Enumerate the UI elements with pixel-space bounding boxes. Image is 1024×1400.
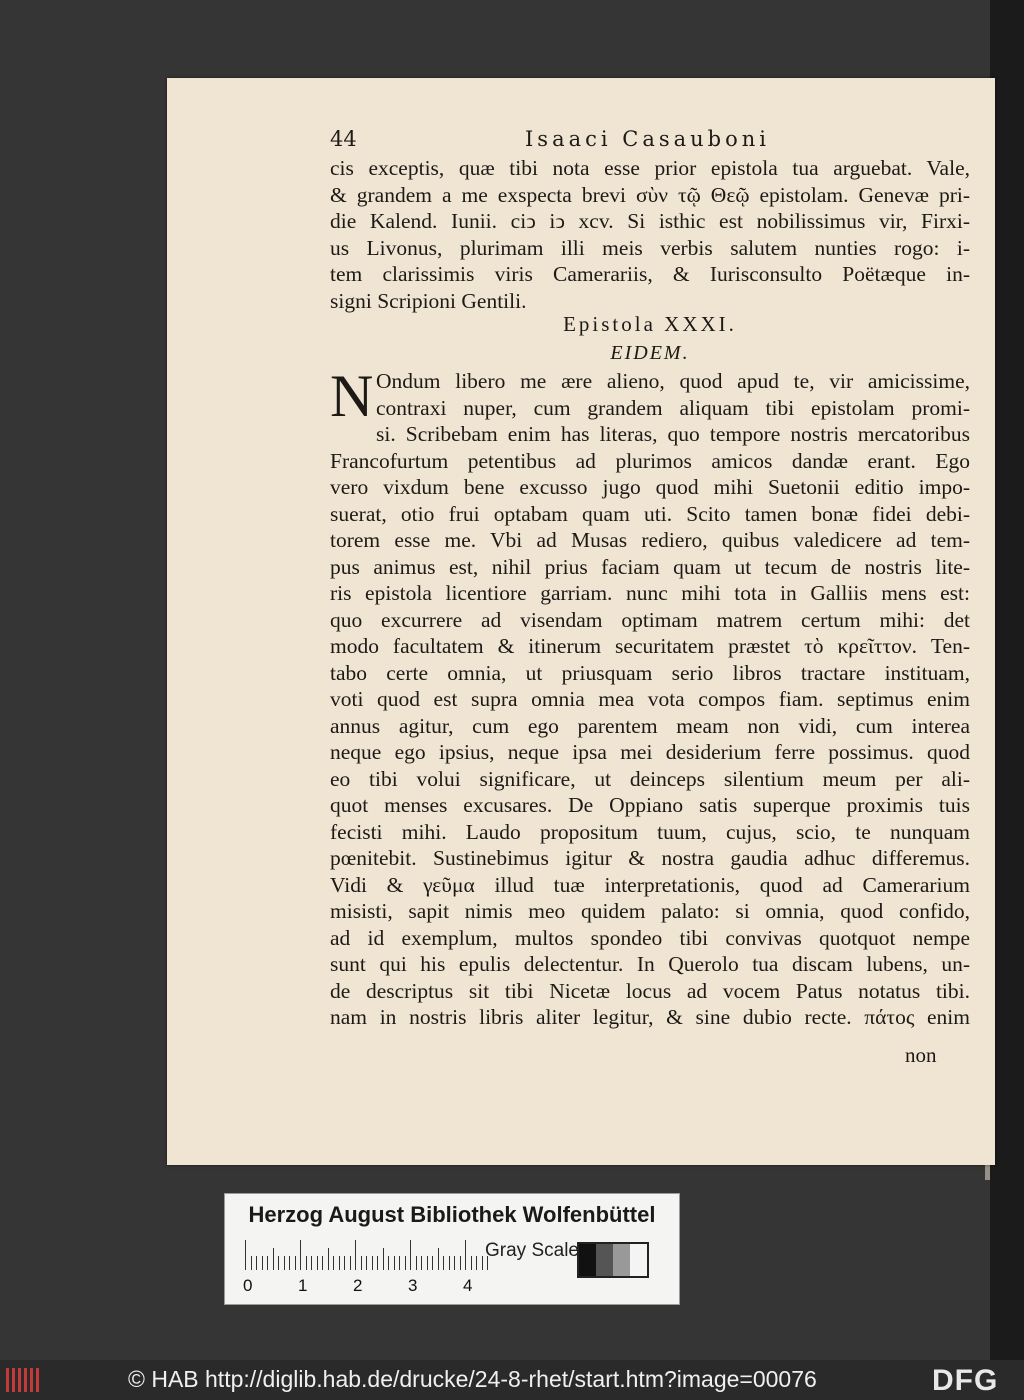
ruler-tick [339, 1256, 340, 1270]
text-line: tabo certe omnia, ut priusquam serio libros tractare instituam, [330, 660, 970, 685]
gray-swatch [579, 1244, 596, 1276]
text-line: torem esse me. Vbi ad Musas rediero, quibus valedicere ad tem- [330, 528, 970, 552]
ruler-tick [476, 1256, 477, 1270]
ruler-tick [465, 1240, 466, 1270]
text-line: misisti, sapit nimis meo quidem palato: si omnia, quod confido, [330, 899, 970, 923]
ruler-tick [295, 1256, 296, 1270]
ruler-tick [372, 1256, 373, 1270]
text-line: ad id exemplum, multos spondeo tibi convivas quotquot nempe [330, 925, 970, 950]
ruler-tick [416, 1256, 417, 1270]
drop-cap: N [330, 363, 374, 429]
logo-bar [24, 1368, 27, 1392]
ruler-number: 2 [353, 1276, 363, 1295]
text-line: quo excurrere ad visendam optimam matrem certum mihi: det [330, 607, 970, 632]
ruler-tick [300, 1240, 301, 1270]
text-line: modo facultatem & itinerum securitatem præstet τὸ κρεῖττον. Ten- [330, 634, 970, 658]
text-line: us Livonus, plurimam illi meis verbis salutem nunties rogo: i- [330, 235, 970, 260]
ruler-tick [377, 1256, 378, 1270]
text-line: ris epistola licentiore garriam. nunc mihi tota in Galliis mens est: [330, 581, 970, 605]
ruler-tick [443, 1256, 444, 1270]
ruler-tick [284, 1256, 285, 1270]
ruler-tick [388, 1256, 389, 1270]
ruler-tick [289, 1256, 290, 1270]
binding-strip [990, 0, 1024, 1360]
ruler-tick [366, 1256, 367, 1270]
text-line: vero vixdum bene excusso jugo quod mihi Suetonii editio impo- [330, 475, 970, 499]
ruler-tick [333, 1256, 334, 1270]
text-line: pœnitebit. Sustinebimus igitur & nostra gaudia adhuc differemus. [330, 846, 970, 870]
logo-bar [12, 1368, 15, 1392]
running-head: Isaaci Casauboni [525, 127, 771, 151]
text-line: pus animus est, nihil prius faciam quam ut tecum de nostris lite- [330, 554, 970, 579]
dfg-logo: DFG [932, 1364, 999, 1397]
text-line: cis exceptis, quæ tibi nota esse prior epistola tua arguebat. Vale, [330, 156, 970, 180]
ruler-tick [262, 1256, 263, 1270]
ruler-tick [471, 1256, 472, 1270]
ruler-tick [449, 1256, 450, 1270]
text-line: Vidi & γεῦμα illud tuæ interpretationis, quod ad Camerarium [330, 872, 970, 897]
text-line: Francofurtum petentibus ad plurimos amicos dandæ erant. Ego [330, 448, 970, 473]
ruler-tick [361, 1256, 362, 1270]
ruler-number: 4 [463, 1276, 473, 1295]
gray-swatch [596, 1244, 613, 1276]
gray-scale-label: Gray Scale [485, 1240, 579, 1261]
ruler-tick [482, 1256, 483, 1270]
gray-swatch [613, 1244, 630, 1276]
ruler-tick [273, 1248, 274, 1270]
ruler-tick [267, 1256, 268, 1270]
ruler-number: 0 [243, 1276, 253, 1295]
letter-body [330, 363, 970, 1031]
copyright-url[interactable]: © HAB http://diglib.hab.de/drucke/24-8-rhet/start.htm?image=00076 [128, 1366, 817, 1392]
logo-bar [30, 1368, 33, 1392]
ruler-tick [394, 1256, 395, 1270]
text-line: suerat, otio frui optabam quam uti. Scito tamen bonæ fidei debi- [330, 501, 970, 526]
page-number: 44 [330, 127, 357, 151]
text-line: annus agitur, cum ego parentem meam non vidi, cum interea [330, 713, 970, 738]
catchword: non [905, 1043, 937, 1067]
text-line: quot menses excusares. De Oppiano satis superque proximis tuis [330, 793, 970, 817]
ruler-tick [432, 1256, 433, 1270]
page-header [330, 127, 970, 157]
hab-logo-icon [6, 1368, 42, 1392]
ruler-tick [306, 1256, 307, 1270]
text-line: contraxi nuper, cum grandem aliquam tibi epistolam promi- [376, 395, 970, 420]
logo-bar [6, 1368, 9, 1392]
ruler-tick [245, 1240, 246, 1270]
footer-bar [0, 1360, 1024, 1400]
library-color-card [224, 1193, 680, 1305]
text-line: fecisti mihi. Laudo propositum tuum, cujus, scio, te nunquam [330, 819, 970, 844]
gray-swatch [630, 1244, 647, 1276]
text-line: Ondum libero me ære alieno, quod apud te, vir amicissime, [376, 369, 970, 393]
ruler-tick [317, 1256, 318, 1270]
ruler-number: 3 [408, 1276, 418, 1295]
text-line: de descriptus sit tibi Nicetæ locus ad vocem Patus notatus tibi. [330, 978, 970, 1003]
ruler-tick [405, 1256, 406, 1270]
text-line: tem clarissimis viris Camerariis, & Iurisconsulto Poëtæque in- [330, 262, 970, 286]
text-line: nam in nostris libris aliter legitur, & sine dubio recte. πάτος enim [330, 1005, 970, 1029]
ruler-scale [245, 1240, 495, 1270]
ruler-number: 1 [298, 1276, 308, 1295]
gray-scale-swatches [577, 1242, 649, 1278]
text-line: sunt qui his epulis delectentur. In Querolo tua discam lubens, un- [330, 952, 970, 976]
text-line: eo tibi volui significare, ut deinceps silentium meum per ali- [330, 766, 970, 791]
text-line: signi Scripioni Gentili. [330, 288, 527, 313]
ruler-tick [438, 1248, 439, 1270]
ruler-tick [344, 1256, 345, 1270]
logo-bar [36, 1368, 39, 1392]
ruler-tick [460, 1256, 461, 1270]
intro-paragraph [330, 155, 970, 314]
text-line: & grandem a me exspecta brevi σὺν τῷ Θεῷ epistolam. Genevæ pri- [330, 182, 970, 207]
ruler-tick [322, 1256, 323, 1270]
epistola-heading: Epistola XXXI. [563, 312, 737, 336]
ruler-tick [410, 1240, 411, 1270]
ruler-tick [350, 1256, 351, 1270]
text-line: voti quod est supra omnia mea vota compos fiam. septimus enim [330, 687, 970, 711]
ruler-tick [355, 1240, 356, 1270]
ruler-tick [328, 1248, 329, 1270]
eidem-heading: EIDEM. [610, 342, 690, 364]
ruler-tick [421, 1256, 422, 1270]
ruler-tick [427, 1256, 428, 1270]
ruler-tick [399, 1256, 400, 1270]
library-name: Herzog August Bibliothek Wolfenbüttel [248, 1202, 656, 1227]
ruler-tick [311, 1256, 312, 1270]
text-line: die Kalend. Iunii. ciↄ iↄ xcv. Si isthic est nobilissimus vir, Firxi- [330, 209, 970, 233]
ruler-tick [278, 1256, 279, 1270]
ruler-tick [383, 1248, 384, 1270]
ruler-tick [251, 1256, 252, 1270]
ruler-tick [256, 1256, 257, 1270]
ruler-tick [454, 1256, 455, 1270]
text-line: si. Scribebam enim has literas, quo tempore nostris mercatoribus [376, 422, 970, 446]
logo-bar [18, 1368, 21, 1392]
text-line: neque ego ipsius, neque ipsa mei desiderium ferre possimus. quod [330, 740, 970, 764]
